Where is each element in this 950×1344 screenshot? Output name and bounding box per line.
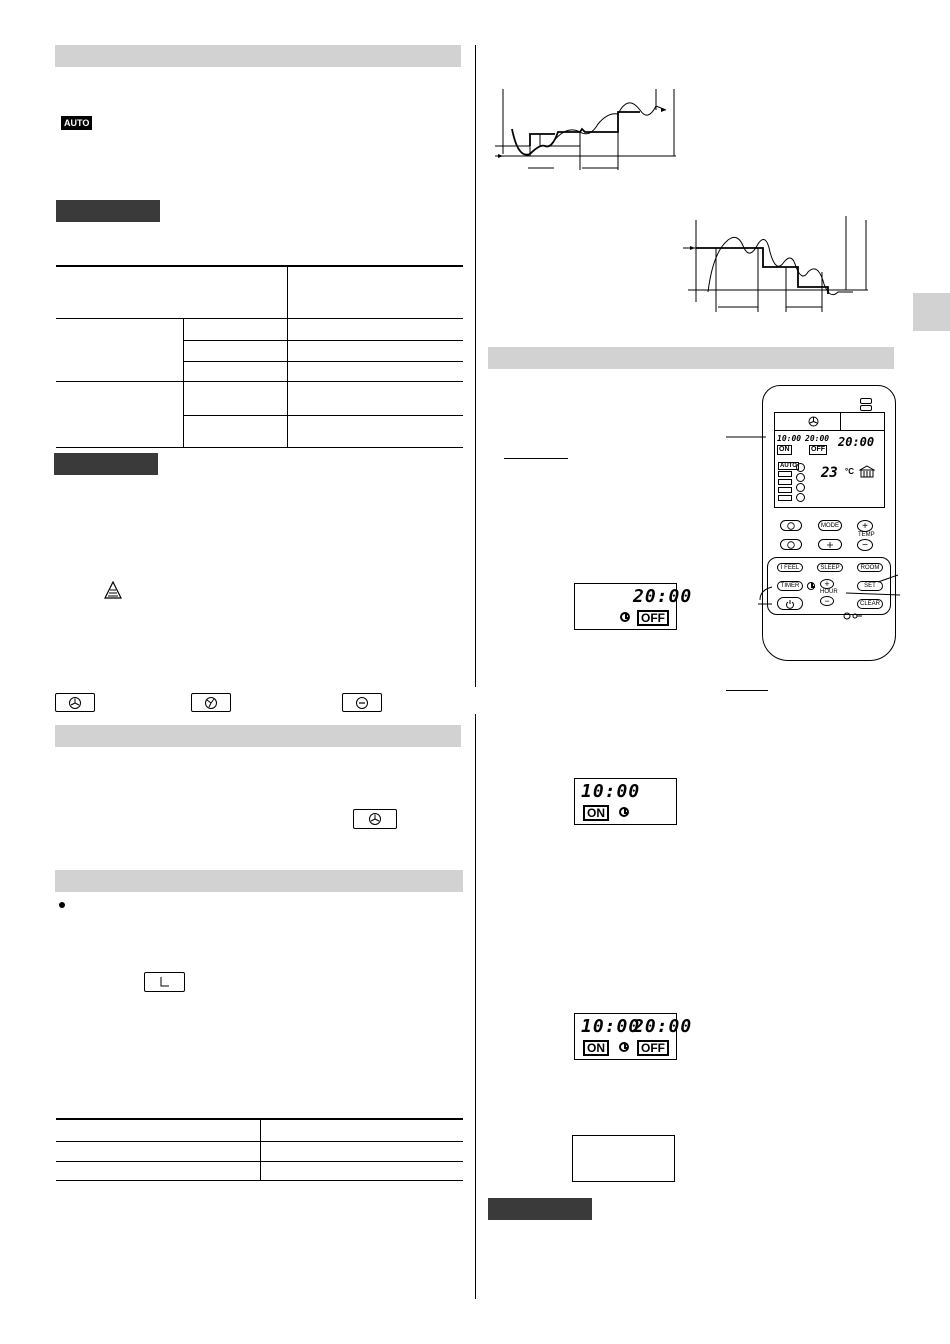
lcd-both-off-tag: OFF (637, 1040, 669, 1056)
temperature-graph-cooling (490, 84, 685, 174)
remote-callout-lines (720, 425, 910, 605)
underline-mark-1 (504, 458, 568, 459)
lock-key-icon (843, 612, 863, 620)
remote-mode-button[interactable]: MODE (818, 520, 842, 531)
remote-sleep-button[interactable]: SLEEP (817, 563, 843, 572)
fan-button-icon[interactable] (55, 693, 95, 712)
column-divider-top (475, 45, 476, 687)
lcd-timer-off (574, 583, 693, 630)
remote-room-button[interactable]: ROOM (857, 563, 883, 572)
remote-temp-readout: 23 (821, 465, 838, 481)
indicator-light-1 (860, 398, 872, 404)
section-header-bar-3 (55, 870, 463, 892)
fan-button-icon-inline[interactable] (353, 809, 397, 829)
clock-icon (619, 807, 629, 817)
swing-icon (204, 696, 218, 710)
lcd-timer-on-off (574, 1013, 693, 1060)
lcd-both-on-tag: ON (583, 1040, 609, 1056)
remote-temp-unit: °C (845, 467, 854, 476)
lcd-timer-on (574, 778, 677, 825)
remote-off-time: 20:00 (805, 434, 830, 443)
lcd-on-time: 10:00 (581, 781, 641, 802)
lcd-both-on-time: 10:00 (581, 1016, 641, 1037)
remote-temp-label: TEMP (858, 532, 875, 538)
remote-hour-up-button[interactable]: + (820, 579, 834, 589)
remote-on-tag: ON (779, 446, 790, 453)
remote-hour-label: HOUR (820, 589, 838, 595)
lcd-blank (572, 1135, 675, 1182)
fan-icon (368, 812, 382, 826)
remote-clear-button[interactable]: CLEAR (857, 599, 883, 609)
lcd-off-time: 20:00 (633, 586, 693, 607)
moon-icon (157, 975, 173, 989)
underline-mark-2 (726, 690, 768, 691)
remote-set-button[interactable]: SET (857, 581, 883, 591)
remote-on-time: 10:00 (777, 434, 802, 443)
minus-button-icon[interactable] (342, 693, 382, 712)
bullet-dot (59, 902, 65, 908)
page-side-tab (913, 293, 950, 331)
minus-circle-icon (355, 696, 369, 710)
lcd-on-tag: ON (583, 805, 609, 821)
remote-mode-auto: AUTO (780, 463, 797, 469)
section-header-bar-4 (488, 347, 894, 369)
temperature-graph-heating (678, 212, 878, 318)
fan-icon (68, 696, 82, 710)
remote-off-tag: OFF (811, 446, 825, 453)
lcd-off-tag: OFF (637, 610, 669, 626)
lcd-both-off-time: 20:00 (633, 1016, 693, 1037)
note-label-1 (56, 200, 160, 222)
section-header-bar-1 (55, 45, 461, 67)
remote-ifeel-button[interactable]: I FEEL (777, 563, 803, 572)
clock-icon (620, 612, 630, 622)
swing-button-icon[interactable] (191, 693, 231, 712)
note-label-2 (54, 453, 158, 475)
clock-icon (619, 1042, 629, 1052)
indicator-light-2 (860, 405, 872, 411)
triangle-icon (104, 581, 122, 599)
remote-clock-time: 20:00 (838, 435, 875, 449)
sleep-button-icon[interactable] (144, 972, 185, 992)
remote-temp-down-button[interactable]: − (857, 539, 873, 551)
section-header-bar-2 (55, 725, 461, 747)
auto-mode-icon: AUTO (61, 116, 92, 130)
note-label-3 (488, 1198, 592, 1220)
remote-hour-down-button[interactable]: − (820, 596, 834, 606)
remote-timer-button[interactable]: TIMER (777, 581, 803, 591)
column-divider-bottom (475, 714, 476, 1299)
remote-temp-up-button[interactable]: + (857, 520, 873, 532)
